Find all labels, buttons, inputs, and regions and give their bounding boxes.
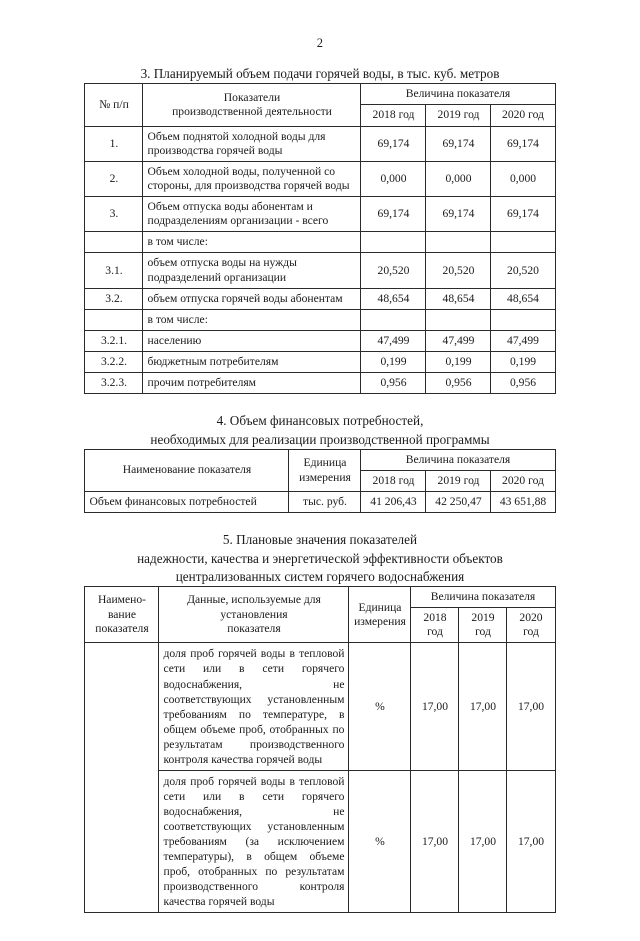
row-value-2018 xyxy=(361,309,426,330)
table-row xyxy=(85,161,555,196)
table-row xyxy=(85,492,555,513)
row-value-2019: 69,174 xyxy=(426,126,491,161)
row-label: бюджетным потребителям xyxy=(143,352,361,373)
page-number: 2 xyxy=(316,36,324,50)
header-year-2018 xyxy=(411,608,459,643)
header-year-2020: 2020 год xyxy=(491,471,555,492)
section-3-title: 3. Планируемый объем подачи горячей воды, в тыс. куб. метров xyxy=(140,66,500,81)
header-value-group: Величина показателя xyxy=(361,84,555,105)
row-value-2018: 0,000 xyxy=(361,161,426,196)
document-page xyxy=(0,36,640,941)
header-name: Наименование показателя xyxy=(85,449,289,491)
row-value-2018: 17,00 xyxy=(411,643,459,771)
section-5-title-line3: централизованных систем горячего водоснабжения xyxy=(175,568,465,584)
row-label: Объем поднятой холодной воды для производства горячей воды xyxy=(143,126,361,161)
section-5-title-line1: 5. Плановые значения показателей xyxy=(222,532,418,548)
row-value-2018 xyxy=(361,232,426,253)
header-year-2020 xyxy=(507,608,555,643)
row-value-2020: 69,174 xyxy=(491,126,555,161)
row-unit: % xyxy=(349,770,411,913)
row-value-2020: 0,000 xyxy=(491,161,555,196)
row-value-2019: 47,499 xyxy=(426,331,491,352)
row-group-label xyxy=(85,643,159,913)
row-unit: тыс. руб. xyxy=(289,492,361,513)
row-value-2018: 20,520 xyxy=(361,253,426,288)
table-header-row xyxy=(85,449,555,470)
header-data-used-line1: Данные, используемые для установления xyxy=(187,593,321,621)
section-4-title-line1: 4. Объем финансовых потребностей, xyxy=(216,413,424,429)
row-value-2018: 17,00 xyxy=(411,770,459,913)
header-indicator-name-line1: Наимено- xyxy=(97,593,147,607)
header-indicator-name-line2: вание xyxy=(107,607,136,621)
row-value-2020: 0,199 xyxy=(491,352,555,373)
row-data-description: доля проб горячей воды в тепловой сети или в сети горячего водоснабжения, не соответствующих установленным требованиям (за исключением температуры), в общем объеме проб, отобранных по результатам производственного контроля качества горячей воды xyxy=(159,770,349,913)
row-num: 1. xyxy=(85,126,143,161)
table-volume-hot-water xyxy=(84,83,555,394)
row-value-2019: 0,000 xyxy=(426,161,491,196)
header-unit-line2: измерения xyxy=(299,470,351,484)
row-label: в том числе: xyxy=(143,232,361,253)
header-indicator-name xyxy=(85,586,159,642)
section-4-title xyxy=(82,412,558,448)
header-year-2019: 2019 год xyxy=(426,105,491,126)
row-value-2019: 69,174 xyxy=(426,197,491,232)
table-planned-indicators xyxy=(84,586,555,913)
header-year-2020: 2020 год xyxy=(491,105,555,126)
header-num: № п/п xyxy=(85,84,143,126)
table-row xyxy=(85,126,555,161)
row-value-2019: 42 250,47 xyxy=(426,492,491,513)
header-year-2019: 2019 год xyxy=(426,471,491,492)
row-value-2020: 20,520 xyxy=(491,253,555,288)
row-value-2019 xyxy=(426,309,491,330)
row-value-2018: 41 206,43 xyxy=(361,492,426,513)
section-5-title-line2: надежности, качества и энергетической эффективности объектов xyxy=(137,550,503,566)
table-row-subheader xyxy=(85,309,555,330)
row-num: 3.1. xyxy=(85,253,143,288)
header-unit-line1: Единица xyxy=(358,600,402,614)
header-year-2018: 2018 год xyxy=(361,105,426,126)
row-value-2020: 43 651,88 xyxy=(491,492,555,513)
header-year-2020-line2: год xyxy=(523,625,539,639)
header-year-2020-line1: 2020 xyxy=(519,611,543,625)
row-num xyxy=(85,309,143,330)
row-value-2018: 47,499 xyxy=(361,331,426,352)
row-num: 2. xyxy=(85,161,143,196)
header-value-group: Величина показателя xyxy=(411,586,555,607)
row-value-2020: 0,956 xyxy=(491,373,555,394)
row-value-2019: 17,00 xyxy=(459,643,507,771)
row-label: прочим потребителям xyxy=(143,373,361,394)
header-year-2019-line1: 2019 xyxy=(471,611,495,625)
header-data-used xyxy=(159,586,349,642)
row-num: 3.2. xyxy=(85,288,143,309)
row-label: объем отпуска горячей воды абонентам xyxy=(143,288,361,309)
row-num xyxy=(85,232,143,253)
row-unit: % xyxy=(349,643,411,771)
header-year-2019 xyxy=(459,608,507,643)
row-value-2020 xyxy=(491,232,555,253)
table-row-subheader xyxy=(85,232,555,253)
table-row xyxy=(85,253,555,288)
row-value-2019 xyxy=(426,232,491,253)
table-row xyxy=(85,643,555,771)
header-unit-line2: измерения xyxy=(354,614,406,628)
table-header-row xyxy=(85,586,555,607)
table-row xyxy=(85,373,555,394)
row-label: населению xyxy=(143,331,361,352)
row-label: Объем холодной воды, полученной со стороны, для производства горячей воды xyxy=(143,161,361,196)
row-value-2020: 69,174 xyxy=(491,197,555,232)
table-header-row xyxy=(85,84,555,105)
row-value-2019: 17,00 xyxy=(459,770,507,913)
row-label: Объем отпуска воды абонентам и подразделениям организации - всего xyxy=(143,197,361,232)
header-unit xyxy=(289,449,361,491)
header-year-2018-line2: год xyxy=(427,625,443,639)
row-value-2020: 17,00 xyxy=(507,643,555,771)
row-value-2018: 48,654 xyxy=(361,288,426,309)
row-name: Объем финансовых потребностей xyxy=(85,492,289,513)
row-num: 3.2.2. xyxy=(85,352,143,373)
row-value-2019: 48,654 xyxy=(426,288,491,309)
row-num: 3.2.1. xyxy=(85,331,143,352)
row-value-2019: 20,520 xyxy=(426,253,491,288)
row-value-2018: 0,956 xyxy=(361,373,426,394)
table-row xyxy=(85,288,555,309)
row-value-2020 xyxy=(491,309,555,330)
table-row xyxy=(85,331,555,352)
row-label: объем отпуска воды на нужды подразделений организации xyxy=(143,253,361,288)
table-financial-needs xyxy=(84,449,555,513)
row-value-2020: 48,654 xyxy=(491,288,555,309)
header-indicator-line1: Показатели xyxy=(223,90,281,104)
row-label: в том числе: xyxy=(143,309,361,330)
row-value-2018: 69,174 xyxy=(361,126,426,161)
row-data-description: доля проб горячей воды в тепловой сети или в сети горячего водоснабжения, не соответствующих установленным требованиям по температуре, в общем объеме проб, отобранных по результатам производственного контроля качества горячей воды xyxy=(159,643,349,771)
header-data-used-line2: показателя xyxy=(227,621,281,635)
header-indicator-name-line3: показателя xyxy=(95,621,149,635)
row-value-2018: 0,199 xyxy=(361,352,426,373)
header-indicator-line2: производственной деятельности xyxy=(172,104,332,118)
row-num: 3.2.3. xyxy=(85,373,143,394)
row-value-2019: 0,199 xyxy=(426,352,491,373)
header-unit-line1: Единица xyxy=(303,456,347,470)
section-5-title xyxy=(82,531,558,586)
header-indicator xyxy=(143,84,361,126)
table-row xyxy=(85,352,555,373)
row-value-2020: 17,00 xyxy=(507,770,555,913)
header-year-2018-line1: 2018 xyxy=(423,611,447,625)
section-4-title-line2: необходимых для реализации производственной программы xyxy=(150,431,490,447)
table-row xyxy=(85,197,555,232)
row-num: 3. xyxy=(85,197,143,232)
header-year-2019-line2: год xyxy=(475,625,491,639)
header-value-group: Величина показателя xyxy=(361,449,555,470)
row-value-2018: 69,174 xyxy=(361,197,426,232)
row-value-2020: 47,499 xyxy=(491,331,555,352)
row-value-2019: 0,956 xyxy=(426,373,491,394)
header-year-2018: 2018 год xyxy=(361,471,426,492)
header-unit xyxy=(349,586,411,642)
